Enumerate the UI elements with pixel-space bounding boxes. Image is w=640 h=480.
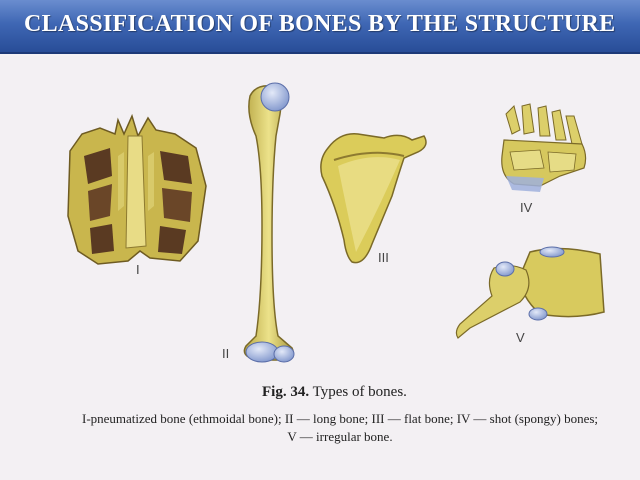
caption-line-1: I-pneumatized bone (ethmoidal bone); II — long bone; III — flat bone; IV — shot (spongy) bones;: [81, 411, 599, 426]
caption-line-2: V — irregular bone.: [287, 429, 393, 444]
ethmoid-bone: [68, 116, 206, 264]
figure-number: Fig. 34.: [262, 384, 310, 400]
figure-title: Types of bones.: [312, 384, 407, 400]
label-v: V: [516, 330, 525, 345]
label-ii: II: [222, 346, 230, 361]
humerus-bone: [244, 83, 294, 362]
figure-caption-body: [60, 410, 620, 446]
bones-figure: [0, 56, 640, 386]
figure-caption-heading: [262, 384, 407, 401]
label-i: I: [136, 262, 140, 277]
foot-bones: [502, 104, 586, 192]
vertebra-bone: [456, 247, 604, 338]
slide-title: CLASSIFICATION OF BONES BY THE STRUCTURE: [24, 11, 616, 37]
scapula-bone: [321, 134, 426, 263]
label-iv: IV: [520, 200, 533, 215]
title-bar: [0, 0, 640, 54]
label-iii: III: [378, 250, 389, 265]
